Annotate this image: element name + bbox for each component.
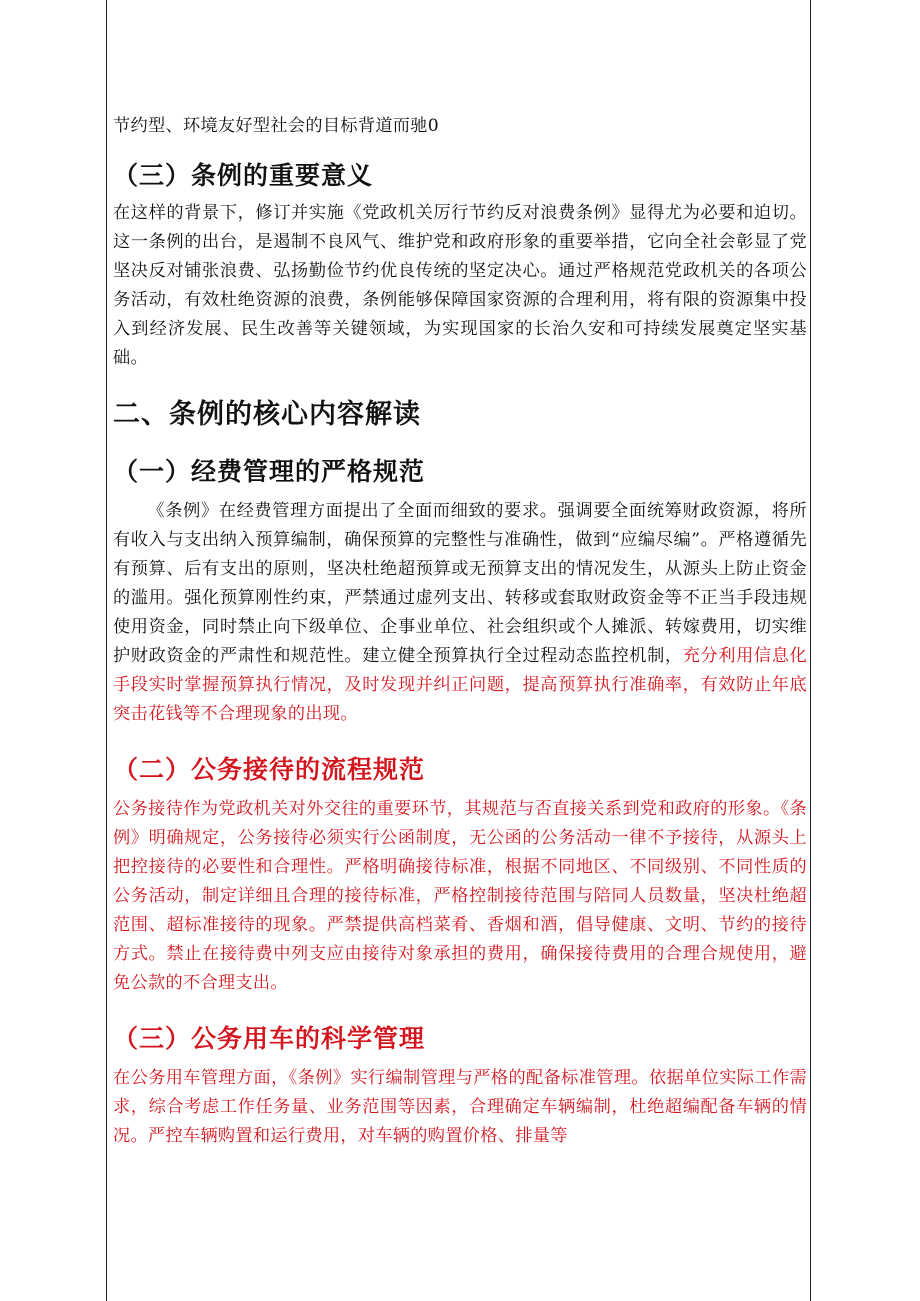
heading-funds-management: （一）经费管理的严格规范 bbox=[113, 457, 426, 486]
funds-text-red: 充分利用信息化手段实时掌握预算执行情况，及时发现并纠正问题，提高预算执行准确率，有效防止年底突击花钱等不合理现象的出现。 bbox=[113, 646, 807, 724]
funds-paragraph bbox=[113, 497, 807, 729]
reception-paragraph: 公务接待作为党政机关对外交往的重要环节，其规范与否直接关系到党和政府的形象。《条例》明确规定，公务接待必须实行公函制度，无公函的公务活动一律不予接待，从源头上把控接待的必要性和合理性。严格明确接待标准，根据不同地区、不同级别、不同性质的公务活动，制定详细且合理的接待标准，严格控制接待范围与陪同人员数量，坚决杜绝超范围、超标准接待的现象。严禁提供高档菜肴、香烟和酒，倡导健康、文明、节约的接待方式。禁止在接待费中列支应由接待对象承担的费用，确保接待费用的合理合规使用，避免公款的不合理支出。 bbox=[113, 799, 807, 993]
heading-vehicles: （三）公务用车的科学管理 bbox=[113, 1024, 426, 1053]
document-body bbox=[113, 112, 807, 1151]
heading-significance: （三）条例的重要意义 bbox=[113, 161, 374, 190]
funds-text-black: 《条例》在经费管理方面提出了全面而细致的要求。强调要全面统筹财政资源，将所有收入与支出纳入预算编制，确保预算的完整性与准确性，做到“应编尽编”。严格遵循先有预算、后有支出的原则，坚决杜绝超预算或无预算支出的情况发生，从源头上防止资金的滥用。强化预算刚性约束，严禁通过虚列支出、转移或套取财政资金等不正当手段违规使用资金，同时禁止向下级单位、企事业单位、社会组织或个人摊派、转嫁费用，切实维护财政资金的严肃性和规范性。建立健全预算执行全过程动态监控机制， bbox=[113, 501, 807, 666]
vehicles-paragraph: 在公务用车管理方面，《条例》实行编制管理与严格的配备标准管理。依据单位实际工作需求，综合考虑工作任务量、业务范围等因素，合理确定车辆编制，杜绝超编配备车辆的情况。严控车辆购置和运行费用，对车辆的购置价格、排量等 bbox=[113, 1068, 807, 1146]
intro-tail-paragraph: 节约型、环境友好型社会的目标背道而驰0 bbox=[113, 116, 440, 136]
significance-paragraph: 在这样的背景下，修订并实施《党政机关厉行节约反对浪费条例》显得尤为必要和迫切。这一条例的出台，是遏制不良风气、维护党和政府形象的重要举措，它向全社会彰显了党坚决反对铺张浪费、弘扬勤俭节约优良传统的坚定决心。通过严格规范党政机关的各项公务活动，有效杜绝资源的浪费，条例能够保障国家资源的合理利用，将有限的资源集中投入到经济发展、民生改善等关键领域，为实现国家的长治久安和可持续发展奠定坚实基础。 bbox=[113, 203, 807, 368]
heading-chapter-two: 二、条例的核心内容解读 bbox=[113, 399, 421, 430]
heading-reception: （二）公务接待的流程规范 bbox=[113, 755, 426, 784]
